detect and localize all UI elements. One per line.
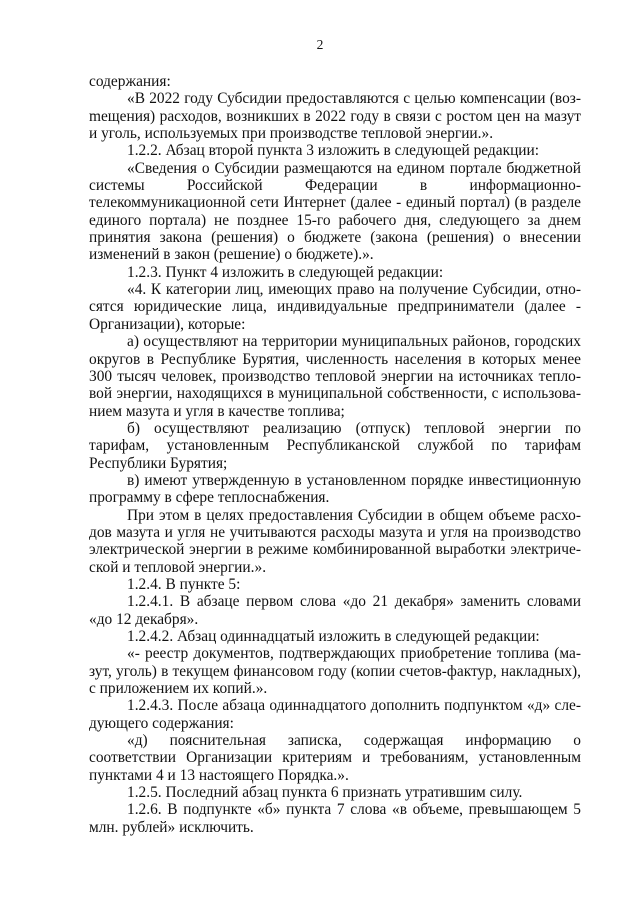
paragraph-subitem-v: в) имеют утвержденную в установленном порядке инвестиционную программу в сфере теплоснабжения. — [89, 471, 581, 507]
paragraph-item-1-2-2: 1.2.2. Абзац второй пункта 3 изложить в следующей редакции: — [127, 142, 540, 160]
paragraph-item-1-2-6: 1.2.6. В подпункте «б» пункта 7 слова «в объеме, превышающем 5 млн. рублей» исключить. — [89, 801, 581, 836]
paragraph-quote-subitem-d: «д) пояснительная записка, содержащая информацию о соответствии Организации критериям и требованиям, установленным пунктами 4 и 13 настоящего Порядка.». — [89, 732, 581, 784]
paragraph-subitem-a: а) осуществляют на территории муниципальных районов, городских округов в Республике Бурятия, численность населения в которых менее 300 тысяч человек, производство тепловой энергии на источниках тепловой энергии, находящихся в муниципальной собственности, с использованием мазута и угля в качестве топлива; — [89, 333, 581, 420]
paragraph-item-1-2-4-2: 1.2.4.2. Абзац одиннадцатый изложить в следующей редакции: — [127, 628, 540, 645]
paragraph-subitem-b: б) осуществляют реализацию (отпуск) тепловой энергии по тарифам, установленным Республиканской службой по тарифам Республики Бурятия; — [89, 419, 581, 472]
paragraph-quote-portal: «Сведения о Субсидии размещаются на едином портале бюджетной системы Российской Федерации в информационно-телекоммуникационной сети Интернет (далее - единый портал) (в разделе единого портала) не позднее 15-го рабочего дня, следующего за днем принятия закона (решения) о бюджете (закона (решения) о внесении изменений в закон (решение) о бюджете).». — [89, 159, 581, 264]
paragraph-quote-item-4: «4. К категории лиц, имеющих право на получение Субсидии, относятся юридические лица, индивидуальные предприниматели (далее - Организации), которые: — [89, 281, 581, 333]
paragraph-item-1-2-4-1: 1.2.4.1. В абзаце первом слова «до 21 декабря» заменить словами «до 12 декабря». — [89, 593, 581, 628]
paragraph-continuation: содержания: — [89, 73, 171, 90]
document-body — [89, 73, 581, 836]
paragraph-item-1-2-3: 1.2.3. Пункт 4 изложить в следующей редакции: — [127, 263, 444, 281]
paragraph-item-1-2-5: 1.2.5. Последний абзац пункта 6 признать утратившим силу. — [127, 784, 523, 802]
paragraph-item-1-2-4: 1.2.4. В пункте 5: — [127, 575, 241, 593]
paragraph-mazut-note: При этом в целях предоставления Субсидии в общем объеме расходов мазута и угля не учитываются расходы мазута и угля на производство электрической энергии в режиме комбинированной выработки электрической и тепловой энергии.». — [89, 506, 581, 576]
paragraph-quote-2022-subsidy: «В 2022 году Субсидии предоставляются с целью компенсации (возmещения) расходов, возникших в 2022 году в связи с ростом цен на мазут и уголь, используемых при производстве тепловой энергии.». — [89, 90, 581, 143]
paragraph-quote-registry: «- реестр документов, подтверждающих приобретение топлива (мазут, уголь) в текущем финансовом году (копии счетов-фактур, накладных), с приложением их копий.». — [89, 645, 581, 698]
page-number: 2 — [316, 37, 324, 52]
paragraph-item-1-2-4-3: 1.2.4.3. После абзаца одиннадцатого дополнить подпунктом «д» следующего содержания: — [89, 697, 581, 732]
